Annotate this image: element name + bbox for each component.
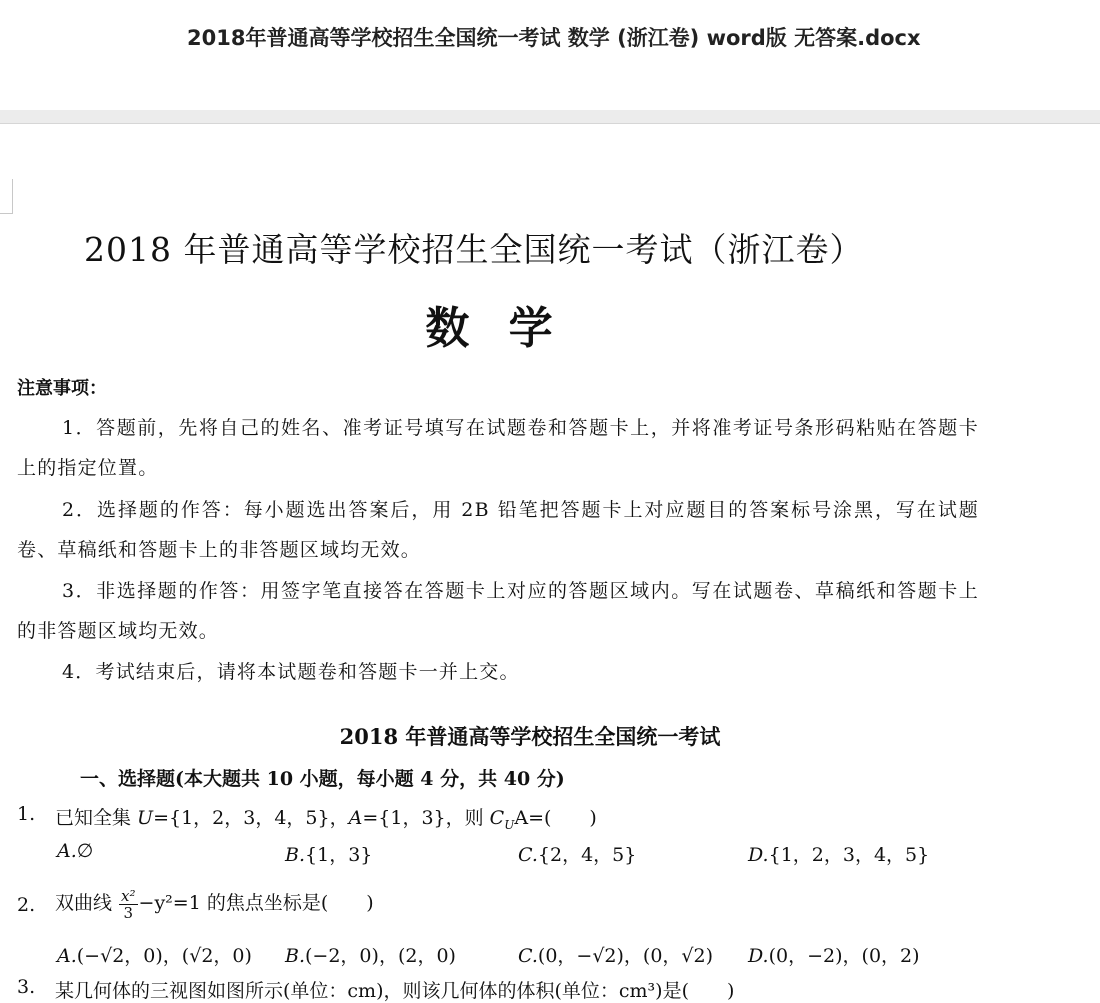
q2-stem: 双曲线 $\frac{\text{x²}}{3}$ −y²=1 的焦点坐标是( ) xyxy=(55,886,374,922)
q2-number: 2. xyxy=(17,894,36,916)
q3-stem: 某几何体的三视图如图所示(单位：cm)，则该几何体的体积(单位：cm³)是( ) xyxy=(55,980,735,1002)
notice-heading: 注意事项： xyxy=(17,378,107,399)
section1-heading: 一、选择题(本大题共 10 小题，每小题 4 分，共 40 分) xyxy=(80,768,565,790)
q2-fraction: $\frac{\text{x²}}{3}$ xyxy=(121,886,136,922)
notice-item-2: 2．选择题的作答：每小题选出答案后，用 2B 铅笔把答题卡上对应题目的答案标号涂黑，写在试题卷、草稿纸和答题卡上的非答题区域均无效。 xyxy=(17,499,979,561)
section-title: 2018 年普通高等学校招生全国统一考试 xyxy=(339,724,721,749)
notice-item-4: 4．考试结束后，请将本试题卷和答题卡一并上交。 xyxy=(62,661,520,683)
document-title: 2018年普通高等学校招生全国统一考试 数学 (浙江卷) word版 无答案.docx xyxy=(187,26,921,50)
q1-stem: 已知全集 U={1，2，3，4，5}，A={1，3}，则 $C_UA=$( ) xyxy=(55,807,597,832)
q2-option-c: C.(0，−√2)，(0，√2) xyxy=(518,945,714,967)
notice-item-3: 3．非选择题的作答：用签字笔直接答在答题卡上对应的答题区域内。写在试题卷、草稿纸和答题卡上的非答题区域均无效。 xyxy=(17,580,979,642)
margin-corner-mark xyxy=(0,179,13,214)
q1-option-d: D.{1，2，3，4，5} xyxy=(748,844,930,866)
page-gap xyxy=(0,110,1100,124)
subject-title: 数 学 xyxy=(425,303,565,354)
q2-option-a: A.(−√2，0)，(√2，0) xyxy=(57,945,252,967)
q1-number: 1. xyxy=(17,803,36,825)
q2-option-b: B.(−2，0)，(2，0) xyxy=(285,945,456,967)
q1-option-b: B.{1，3} xyxy=(285,844,373,866)
exam-title: 2018 年普通高等学校招生全国统一考试（浙江卷） xyxy=(84,230,864,269)
document-page xyxy=(0,124,1100,1002)
q1-option-a: A.∅ xyxy=(57,840,94,862)
q3-number: 3. xyxy=(17,976,36,998)
q1-option-c: C.{2，4，5} xyxy=(518,844,637,866)
notice-item-1: 1．答题前，先将自己的姓名、准考证号填写在试题卷和答题卡上，并将准考证号条形码粘贴在答题卡上的指定位置。 xyxy=(17,417,979,479)
window-title-bar xyxy=(0,0,1100,110)
q2-option-d: D.(0，−2)，(0，2) xyxy=(748,945,920,967)
